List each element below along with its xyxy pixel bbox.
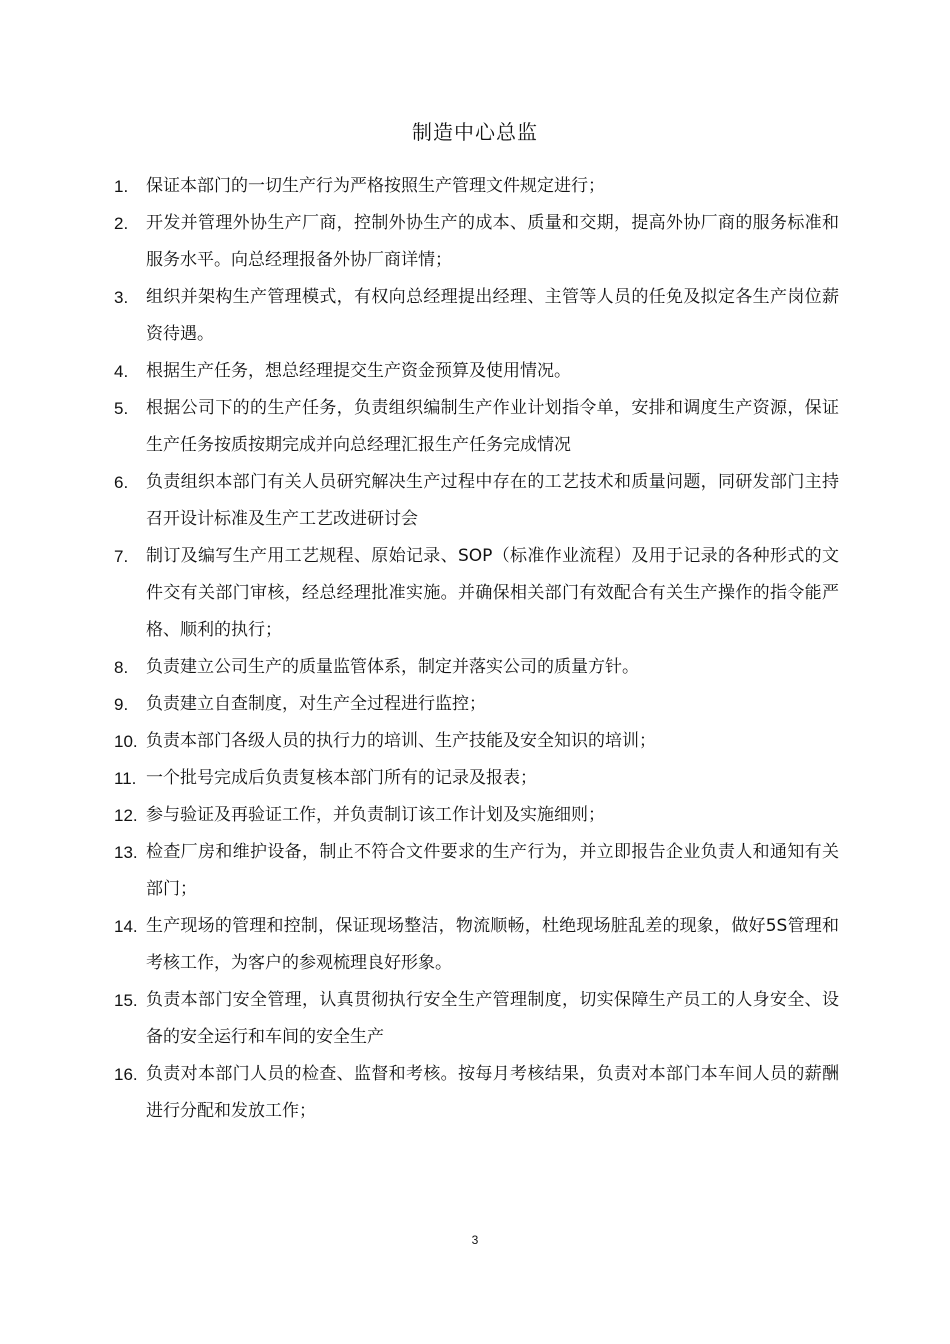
- list-item: [114, 353, 839, 390]
- item-text: 负责建立自查制度，对生产全过程进行监控；: [146, 694, 486, 714]
- list-item: [114, 168, 839, 205]
- item-number: 16.: [114, 1065, 138, 1084]
- item-number: 1.: [114, 177, 129, 196]
- list-item: [114, 205, 839, 279]
- list-item: [114, 686, 839, 723]
- item-number: 2.: [114, 214, 129, 233]
- item-number: 15.: [114, 991, 138, 1010]
- list-item: [114, 464, 839, 538]
- item-text: 负责本部门安全管理，认真贯彻执行安全生产管理制度，切实保障生产员工的人身安全、设备的安全运行和车间的安全生产: [146, 990, 839, 1047]
- page-number: 3: [471, 1233, 479, 1247]
- item-text: 参与验证及再验证工作，并负责制订该工作计划及实施细则；: [146, 805, 605, 825]
- item-text: 检查厂房和维护设备，制止不符合文件要求的生产行为，并立即报告企业负责人和通知有关部门；: [146, 842, 839, 899]
- item-text: 负责对本部门人员的检查、监督和考核。按每月考核结果，负责对本部门本车间人员的薪酬进行分配和发放工作；: [146, 1064, 839, 1121]
- list-item: [114, 908, 839, 982]
- list-item: [114, 797, 839, 834]
- item-text: 制订及编写生产用工艺规程、原始记录、SOP（标准作业流程）及用于记录的各种形式的文件交有关部门审核，经总经理批准实施。并确保相关部门有效配合有关生产操作的指令能严格、顺利的执行；: [146, 546, 839, 640]
- item-text: 生产现场的管理和控制，保证现场整洁，物流顺畅，杜绝现场脏乱差的现象，做好5S管理和考核工作，为客户的参观梳理良好形象。: [146, 916, 839, 973]
- item-number: 10.: [114, 732, 138, 751]
- item-number: 12.: [114, 806, 138, 825]
- item-number: 4.: [114, 362, 129, 381]
- item-text: 根据公司下的的生产任务，负责组织编制生产作业计划指令单，安排和调度生产资源，保证生产任务按质按期完成并向总经理汇报生产任务完成情况: [146, 398, 839, 455]
- item-text: 开发并管理外协生产厂商，控制外协生产的成本、质量和交期，提高外协厂商的服务标准和服务水平。向总经理报备外协厂商详情；: [146, 213, 839, 270]
- item-text: 负责组织本部门有关人员研究解决生产过程中存在的工艺技术和质量问题，同研发部门主持召开设计标准及生产工艺改进研讨会: [146, 472, 839, 529]
- list-item: [114, 649, 839, 686]
- item-number: 14.: [114, 917, 138, 936]
- list-item: [114, 723, 839, 760]
- item-number: 5.: [114, 399, 129, 418]
- item-number: 7.: [114, 547, 129, 566]
- item-text: 负责本部门各级人员的执行力的培训、生产技能及安全知识的培训；: [146, 731, 656, 751]
- list-item: [114, 1056, 839, 1130]
- responsibility-list: [114, 168, 839, 1130]
- item-number: 13.: [114, 843, 138, 862]
- item-number: 3.: [114, 288, 129, 307]
- item-number: 6.: [114, 473, 129, 492]
- list-item: [114, 538, 839, 649]
- document-title: 制造中心总监: [412, 120, 538, 144]
- list-item: [114, 390, 839, 464]
- item-text: 负责建立公司生产的质量监管体系，制定并落实公司的质量方针。: [146, 657, 639, 677]
- item-number: 11.: [114, 769, 137, 788]
- item-number: 9.: [114, 695, 129, 714]
- item-text: 保证本部门的一切生产行为严格按照生产管理文件规定进行；: [146, 176, 605, 196]
- list-item: [114, 760, 839, 797]
- list-item: [114, 982, 839, 1056]
- list-item: [114, 834, 839, 908]
- item-text: 根据生产任务，想总经理提交生产资金预算及使用情况。: [146, 361, 571, 381]
- item-number: 8.: [114, 658, 129, 677]
- item-text: 组织并架构生产管理模式，有权向总经理提出经理、主管等人员的任免及拟定各生产岗位薪资待遇。: [146, 287, 839, 344]
- item-text: 一个批号完成后负责复核本部门所有的记录及报表；: [146, 768, 537, 788]
- list-item: [114, 279, 839, 353]
